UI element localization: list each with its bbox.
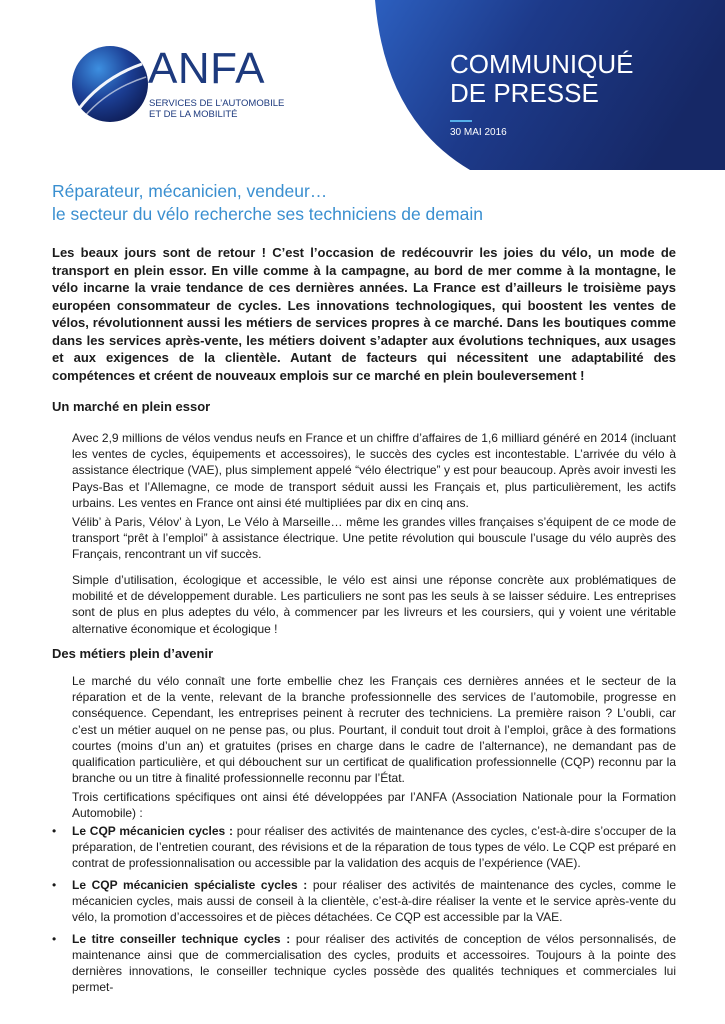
title-line2: le secteur du vélo recherche ses techniciens de demain	[52, 204, 483, 224]
certification-title: Le titre conseiller technique cycles :	[72, 932, 291, 946]
banner-divider	[450, 120, 472, 122]
jobs-paragraph-1: Le marché du vélo connaît une forte embellie chez les Français ces dernières années et le secteur de la réparation et de la vente, relevant de la branche professionnelle des services de l’automobile, progresse en conséquence. Cependant, les entreprises peinent à recruter des techniciens. La première raison ? L’oubli, car c’est un métier auquel on ne pense pas, ou plus. Pourtant, il conduit tout droit à l’emploi, grâce à des formations courtes (moins d’un an) et gratuites (prises en charge dans le cadre de l’alternance), ne demandant pas de qualification particulière, et qui débouchent sur un certificat de qualification professionnelle (CQP) reconnu par la branche ou un titre à finalité professionnelle reconnu par l’État.	[72, 674, 676, 786]
list-item	[52, 823, 676, 871]
jobs-paragraph-2: Trois certifications spécifiques ont ainsi été développées par l’ANFA (Association Nationale pour la Formation Automobile) :	[72, 790, 676, 821]
release-date: 30 MAI 2016	[450, 127, 507, 138]
market-paragraph-1: Avec 2,9 millions de vélos vendus neufs en France et un chiffre d’affaires de 1,6 milliard généré en 2014 (incluant les ventes de cycles, équipements et accessoires), le succès des cycles est incontestable. L’arrivée du vélo à assistance électrique (VAE), plus simplement appelé “vélo électrique” y est pour beaucoup. Après avoir investi les Pays-Bas et l’Allemagne, ce mode de transport séduit aussi les Français et, plus particulièrement, les actifs urbains. Les ventes en France ont ainsi été multipliées par dix en cinq ans.	[72, 431, 676, 510]
certification-title: Le CQP mécanicien spécialiste cycles :	[72, 878, 308, 892]
brand-subtitle-line2: ET DE LA MOBILITÉ	[149, 109, 238, 120]
certification-text: pour réaliser des activités de maintenance des cycles, comme le mécanicien cycles, mais aussi de conseil à la clientèle, c’est-à-dire réaliser la vente et le service après-vente du vélo, la promotion d’accessoires et de pièces détachées. Ce CQP est accessible par la VAE.	[72, 878, 676, 924]
title-line1: Réparateur, mécanicien, vendeur…	[52, 181, 328, 201]
certification-text: pour réaliser des activités de conception de vélos personnalisés, de maintenance ainsi que de commercialisation des cycles, produits et accessoires. Toujours à la pointe des dernières innovations, le conseiller technique cycles possède des qualités techniques et commerciales lui permet-	[72, 932, 676, 994]
banner-title-line1: COMMUNIQUÉ	[450, 49, 634, 79]
brand-subtitle-line1: SERVICES DE L’AUTOMOBILE	[149, 98, 285, 109]
certification-title: Le CQP mécanicien cycles :	[72, 824, 234, 838]
market-paragraph-2: Vélib’ à Paris, Vélov’ à Lyon, Le Vélo à Marseille… même les grandes villes françaises s’équipent de ce mode de transport “prêt à l’emploi” à assistance électrique. Une petite révolution qui bouscule l’usage du vélo auprès des Français, rencontrant un vif succès.	[72, 515, 676, 562]
section-heading-market: Un marché en plein essor	[52, 399, 211, 414]
banner-title	[450, 50, 633, 108]
banner-title-line2: DE PRESSE	[450, 78, 599, 108]
intro-paragraph: Les beaux jours sont de retour ! C’est l’occasion de redécouvrir les joies du vélo, un mode de transport en plein essor. En ville comme à la campagne, au bord de mer comme à la montagne, le vélo incarne la vraie tendance de ces dernières années. La France est d’ailleurs le troisième pays européen consommateur de cycles. Les innovations technologiques, qui boostent les ventes de vélos, révolutionnent aussi les métiers de services propres à ce marché. Dans les boutiques comme dans les services après-vente, les métiers doivent s’adapter aux évolutions techniques, aux usages et aux exigences de la clientèle. Autant de facteurs qui nécessitent une adaptabilité des compétences et créent de nouveaux emplois sur ce marché en plein bouleversement !	[52, 245, 676, 383]
bullet-icon: •	[52, 932, 57, 946]
section-heading-jobs: Des métiers plein d’avenir	[52, 646, 214, 661]
brand-subtitle	[149, 98, 284, 120]
list-item	[52, 931, 676, 995]
bullet-icon: •	[52, 824, 57, 838]
list-item	[52, 877, 676, 925]
bullet-icon: •	[52, 878, 57, 892]
press-release-banner	[375, 0, 725, 170]
brand-name: ANFA	[148, 44, 265, 93]
page-title	[52, 180, 672, 226]
certification-text: pour réaliser des activités de maintenance des cycles, c’est-à-dire s’occuper de la préparation, de l’entretien courant, des révisions et de la réparation de tous types de vélo. Le CQP est préparé en contrat de professionnalisation ou accessible par la validation des acquis de l’expérience (VAE).	[72, 824, 676, 870]
market-paragraph-3: Simple d’utilisation, écologique et accessible, le vélo est ainsi une réponse concrète aux problématiques de mobilité et de développement durable. Les particuliers ne sont pas les seuls à se laisser séduire. Les entreprises sont de plus en plus adeptes du vélo, à commencer par les livreurs et les coursiers, qui y voient une véritable alternative économique et écologique !	[72, 573, 676, 636]
anfa-logo-icon	[70, 44, 150, 124]
certification-list	[52, 823, 676, 1001]
